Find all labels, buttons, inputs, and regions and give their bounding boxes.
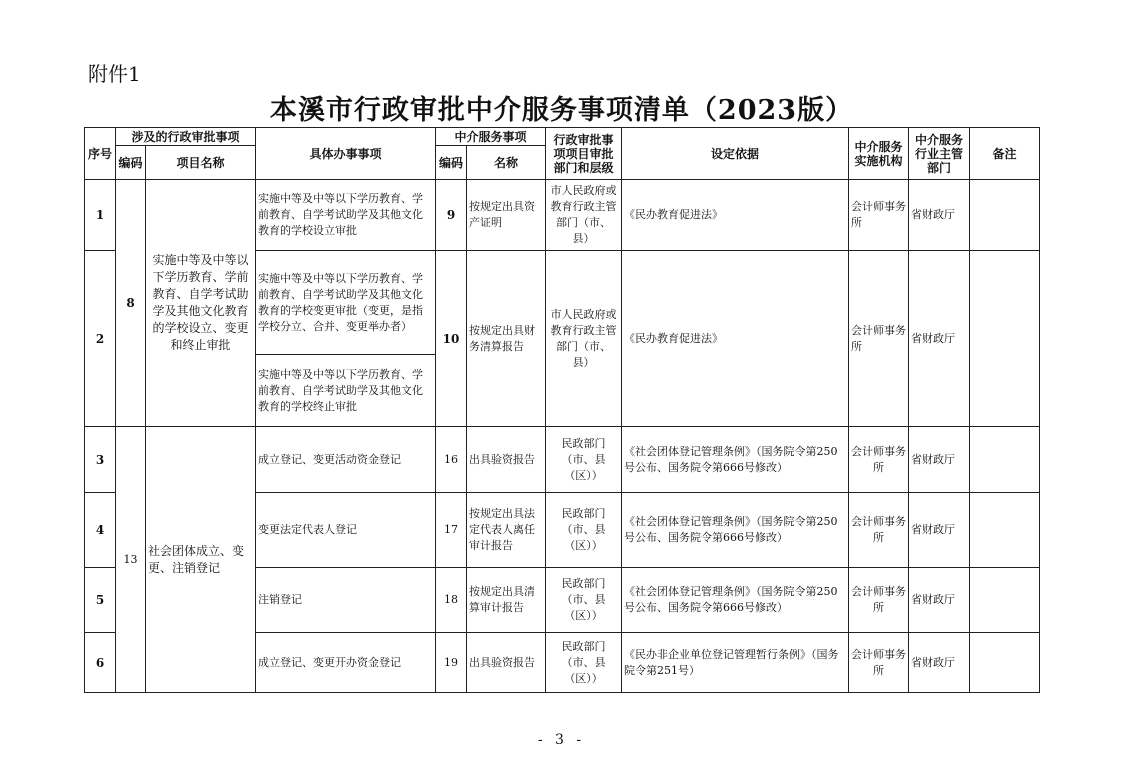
- admin-name: 社会团体成立、变更、注销登记: [146, 427, 256, 693]
- remark: [970, 427, 1040, 493]
- supervisor: 省财政厅: [909, 427, 970, 493]
- approval-dept: 民政部门（市、县（区））: [546, 427, 622, 493]
- header-agency-name: 名称: [467, 146, 546, 180]
- basis: 《民办非企业单位登记管理暂行条例》（国务院令第251号）: [622, 633, 849, 693]
- admin-name: 实施中等及中等以下学历教育、学前教育、自学考试助学及其他文化教育的学校设立、变更和终止审批: [146, 180, 256, 427]
- provider: 会计师事务所: [849, 568, 909, 633]
- table-row: [85, 427, 1040, 493]
- row-seq: 3: [85, 427, 116, 493]
- agency-name: 出具验资报告: [467, 427, 546, 493]
- row-seq: 4: [85, 493, 116, 568]
- attachment-label: 附件1: [88, 62, 141, 86]
- agency-code: 18: [436, 568, 467, 633]
- page-number: - 3 -: [537, 732, 586, 748]
- basis: 《民办教育促进法》: [622, 180, 849, 251]
- approval-dept: 市人民政府或教育行政主管部门（市、县）: [546, 180, 622, 251]
- provider: 会计师事务所: [849, 180, 909, 251]
- service-items-table: [84, 127, 1040, 693]
- header-agency-group: 中介服务事项: [436, 128, 546, 146]
- document-title: 本溪市行政审批中介服务事项清单（2023版）: [269, 95, 854, 126]
- row-seq: 6: [85, 633, 116, 693]
- header-seq: 序号: [85, 128, 116, 180]
- header-basis: 设定依据: [622, 128, 849, 180]
- remark: [970, 568, 1040, 633]
- supervisor: 省财政厅: [909, 180, 970, 251]
- basis: 《社会团体登记管理条例》（国务院令第250号公布、国务院令第666号修改）: [622, 427, 849, 493]
- header-admin-group: 涉及的行政审批事项: [116, 128, 256, 146]
- admin-code: 8: [116, 180, 146, 427]
- supervisor: 省财政厅: [909, 251, 970, 427]
- row-seq: 5: [85, 568, 116, 633]
- header-admin-name: 项目名称: [146, 146, 256, 180]
- remark: [970, 251, 1040, 427]
- agency-code: 19: [436, 633, 467, 693]
- provider: 会计师事务所: [849, 493, 909, 568]
- header-approval-dept: 行政审批事项项目审批部门和层级: [546, 128, 622, 180]
- admin-code: 13: [116, 427, 146, 693]
- approval-dept: 民政部门（市、县（区））: [546, 493, 622, 568]
- agency-code: 17: [436, 493, 467, 568]
- supervisor: 省财政厅: [909, 633, 970, 693]
- agency-name: 按规定出具财务清算报告: [467, 251, 546, 427]
- agency-name: 按规定出具清算审计报告: [467, 568, 546, 633]
- specific-matter: 实施中等及中等以下学历教育、学前教育、自学考试助学及其他文化教育的学校变更审批（变更，是指学校分立、合并、变更举办者）: [256, 251, 436, 355]
- table-row: [85, 180, 1040, 251]
- specific-matter: 实施中等及中等以下学历教育、学前教育、自学考试助学及其他文化教育的学校终止审批: [256, 355, 436, 427]
- approval-dept: 民政部门（市、县（区））: [546, 633, 622, 693]
- agency-name: 按规定出具资产证明: [467, 180, 546, 251]
- agency-code: 16: [436, 427, 467, 493]
- specific-matter: 成立登记、变更开办资金登记: [256, 633, 436, 693]
- provider: 会计师事务所: [849, 633, 909, 693]
- supervisor: 省财政厅: [909, 493, 970, 568]
- header-provider: 中介服务实施机构: [849, 128, 909, 180]
- header-admin-code: 编码: [116, 146, 146, 180]
- agency-name: 按规定出具法定代表人离任审计报告: [467, 493, 546, 568]
- supervisor: 省财政厅: [909, 568, 970, 633]
- provider: 会计师事务所: [849, 251, 909, 427]
- basis: 《民办教育促进法》: [622, 251, 849, 427]
- header-agency-code: 编码: [436, 146, 467, 180]
- header-specific-matter: 具体办事事项: [256, 128, 436, 180]
- basis: 《社会团体登记管理条例》（国务院令第250号公布、国务院令第666号修改）: [622, 568, 849, 633]
- remark: [970, 180, 1040, 251]
- specific-matter: 注销登记: [256, 568, 436, 633]
- row-seq: 2: [85, 251, 116, 427]
- agency-name: 出具验资报告: [467, 633, 546, 693]
- provider: 会计师事务所: [849, 427, 909, 493]
- row-seq: 1: [85, 180, 116, 251]
- specific-matter: 变更法定代表人登记: [256, 493, 436, 568]
- remark: [970, 633, 1040, 693]
- agency-code: 9: [436, 180, 467, 251]
- header-supervisor: 中介服务行业主管部门: [909, 128, 970, 180]
- agency-code: 10: [436, 251, 467, 427]
- approval-dept: 民政部门（市、县（区））: [546, 568, 622, 633]
- specific-matter: 实施中等及中等以下学历教育、学前教育、自学考试助学及其他文化教育的学校设立审批: [256, 180, 436, 251]
- header-remark: 备注: [970, 128, 1040, 180]
- specific-matter: 成立登记、变更活动资金登记: [256, 427, 436, 493]
- approval-dept: 市人民政府或教育行政主管部门（市、县）: [546, 251, 622, 427]
- remark: [970, 493, 1040, 568]
- basis: 《社会团体登记管理条例》（国务院令第250号公布、国务院令第666号修改）: [622, 493, 849, 568]
